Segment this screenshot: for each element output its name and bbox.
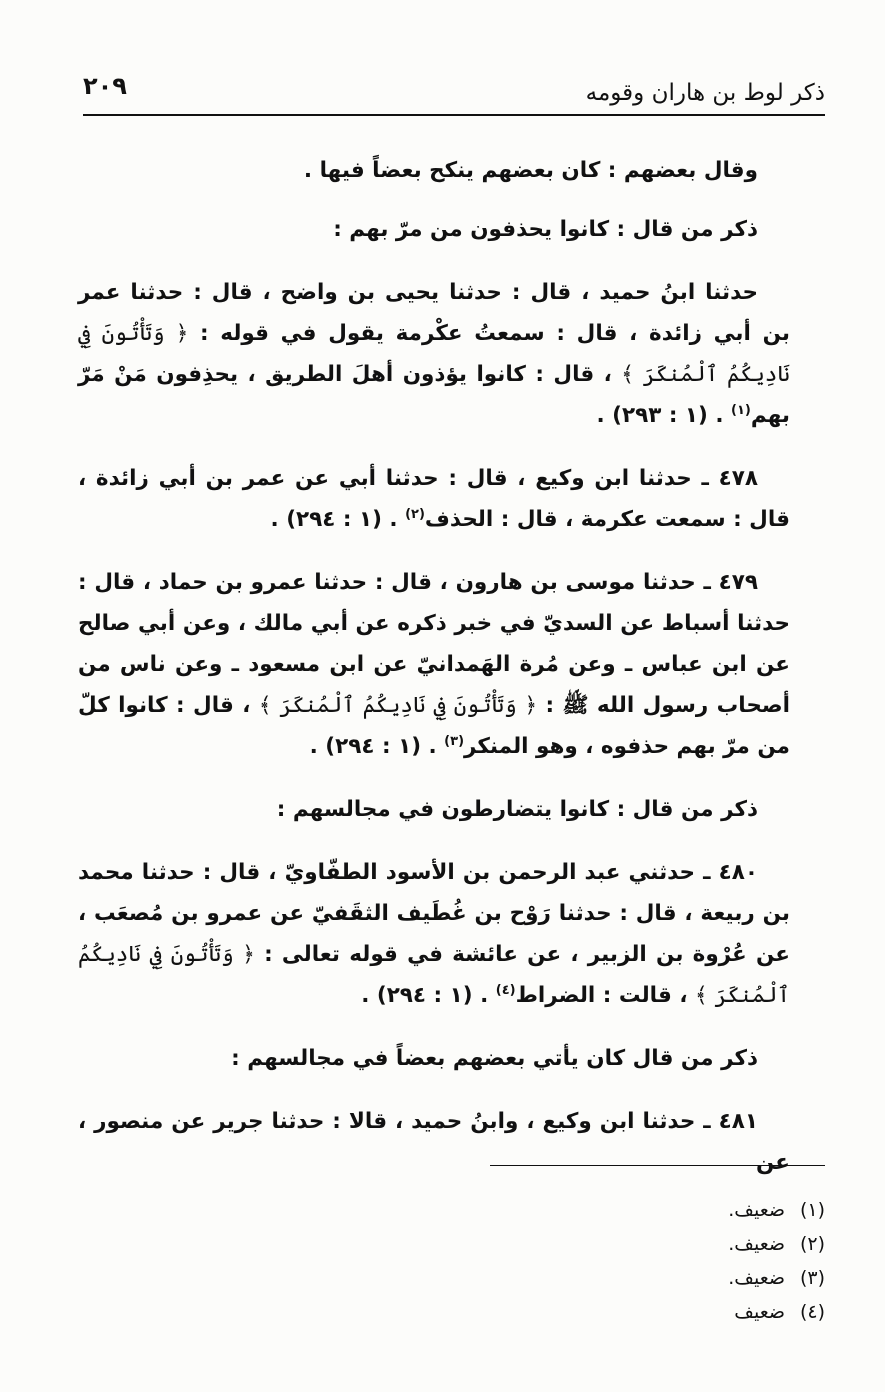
hadith-paragraph bbox=[78, 272, 790, 436]
hadith-paragraph bbox=[78, 458, 790, 540]
quran-quote: ﴿ وَتَأْتُونَ فِي نَادِيكُمُ ٱلْمُنكَرَ ﴾ bbox=[78, 321, 791, 387]
footnote-ref: (٤) bbox=[495, 982, 516, 998]
footnote-text: ضعيف bbox=[734, 1301, 785, 1323]
footnotes bbox=[525, 1193, 825, 1329]
footnote-number: (١) bbox=[799, 1199, 825, 1221]
main-text bbox=[78, 150, 790, 1205]
footnote bbox=[525, 1193, 825, 1227]
section-heading bbox=[78, 209, 790, 250]
running-title: ذكر لوط بن هاران وقومه bbox=[585, 80, 825, 106]
hadith-paragraph bbox=[78, 562, 790, 767]
hadith-paragraph bbox=[78, 852, 790, 1016]
footnote-number: (٢) bbox=[799, 1233, 825, 1255]
section-heading-text: ذكر من قال كان يأتي بعضهم بعضاً في مجالسهم : bbox=[231, 1046, 758, 1071]
footnote-ref: (٢) bbox=[405, 506, 425, 522]
paragraph-text bbox=[78, 150, 790, 191]
hadith-text: ٤٨١ ـ حدثنا ابن وكيع ، وابنُ حميد ، قالا : حدثنا جرير عن منصور ، عن bbox=[78, 1109, 790, 1175]
quran-quote: ﴿ وَتَأْتُونَ فِي نَادِيكُمُ ٱلْمُنكَرَ ﴾ bbox=[258, 693, 538, 718]
footnote-number: (٣) bbox=[799, 1267, 825, 1289]
hadith-reference: . (١ : ٢٩٤) . bbox=[361, 983, 496, 1008]
footnote bbox=[525, 1227, 825, 1261]
hadith-text: حدثنا ابنُ حميد ، قال : حدثنا يحيى بن واضح ، قال : حدثنا عمر بن أبي زائدة ، قال : سمعتُ عكْرمة يقول في قوله : bbox=[78, 280, 790, 346]
footnote-text: ضعيف. bbox=[728, 1199, 785, 1221]
footnote bbox=[525, 1261, 825, 1295]
section-heading bbox=[78, 789, 790, 830]
hadith-text: ، قال : كانوا كلّ من مرّ بهم حذفوه ، وهو المنكر bbox=[78, 693, 790, 759]
footnote-text: ضعيف. bbox=[728, 1233, 785, 1255]
hadith-reference: . (١ : ٢٩٤) . bbox=[270, 507, 406, 532]
hadith-text: ٤٨٠ ـ حدثني عبد الرحمن بن الأسود الطفّاويّ ، قال : حدثنا محمد بن ربيعة ، قال : حدثنا رَوْح بن غُطَيف الثقَفيّ عن عمرو بن مُصعَب ، عن عُرْوة بن الزبير ، عن عائشة في قوله تعالى : bbox=[78, 860, 790, 967]
hadith-text: ٤٧٨ ـ حدثنا ابن وكيع ، قال : حدثنا أبي عن عمر بن أبي زائدة ، قال : سمعت عكرمة ، قال : الحذف bbox=[78, 466, 790, 532]
section-heading bbox=[78, 1038, 790, 1079]
footnote-divider bbox=[490, 1165, 825, 1166]
footnote bbox=[525, 1295, 825, 1329]
section-heading-text: ذكر من قال : كانوا يحذفون من مرّ بهم : bbox=[333, 217, 758, 242]
hadith-reference: . (١ : ٢٩٣) . bbox=[596, 403, 732, 428]
footnote-text: ضعيف. bbox=[728, 1267, 785, 1289]
hadith-paragraph bbox=[78, 1101, 790, 1183]
hadith-text: ٤٧٩ ـ حدثنا موسى بن هارون ، قال : حدثنا عمرو بن حماد ، قال : حدثنا أسباط عن السديّ في خبر ذكره عن أبي مالك ، وعن أبي صالح عن ابن عباس ـ وعن مُرة الهَمدانيّ عن ابن مسعود ـ وعن ناس من أصحاب رسول الله ﷺ : bbox=[78, 570, 790, 718]
page-number: ٢٠٩ bbox=[83, 72, 127, 100]
hadith-text: ، قالت : الضراط bbox=[515, 983, 695, 1008]
quran-quote: ﴿ وَتَأْتُونَ فِي نَادِيكُمُ ٱلْمُنكَرَ ﴾ bbox=[78, 942, 790, 1008]
page-header bbox=[83, 68, 825, 116]
paragraph-text-content: وقال بعضهم : كان بعضهم ينكح بعضاً فيها . bbox=[303, 158, 758, 183]
footnote-number: (٤) bbox=[799, 1301, 825, 1323]
footnote-ref: (١) bbox=[731, 402, 751, 418]
section-heading-text: ذكر من قال : كانوا يتضارطون في مجالسهم : bbox=[276, 797, 758, 822]
hadith-reference: . (١ : ٢٩٤) . bbox=[309, 734, 445, 759]
footnote-ref: (٣) bbox=[444, 733, 465, 749]
hadith-text: ، قال : كانوا يؤذون أهلَ الطريق ، يحذِفون مَنْ مَرّ بهم bbox=[78, 362, 790, 428]
